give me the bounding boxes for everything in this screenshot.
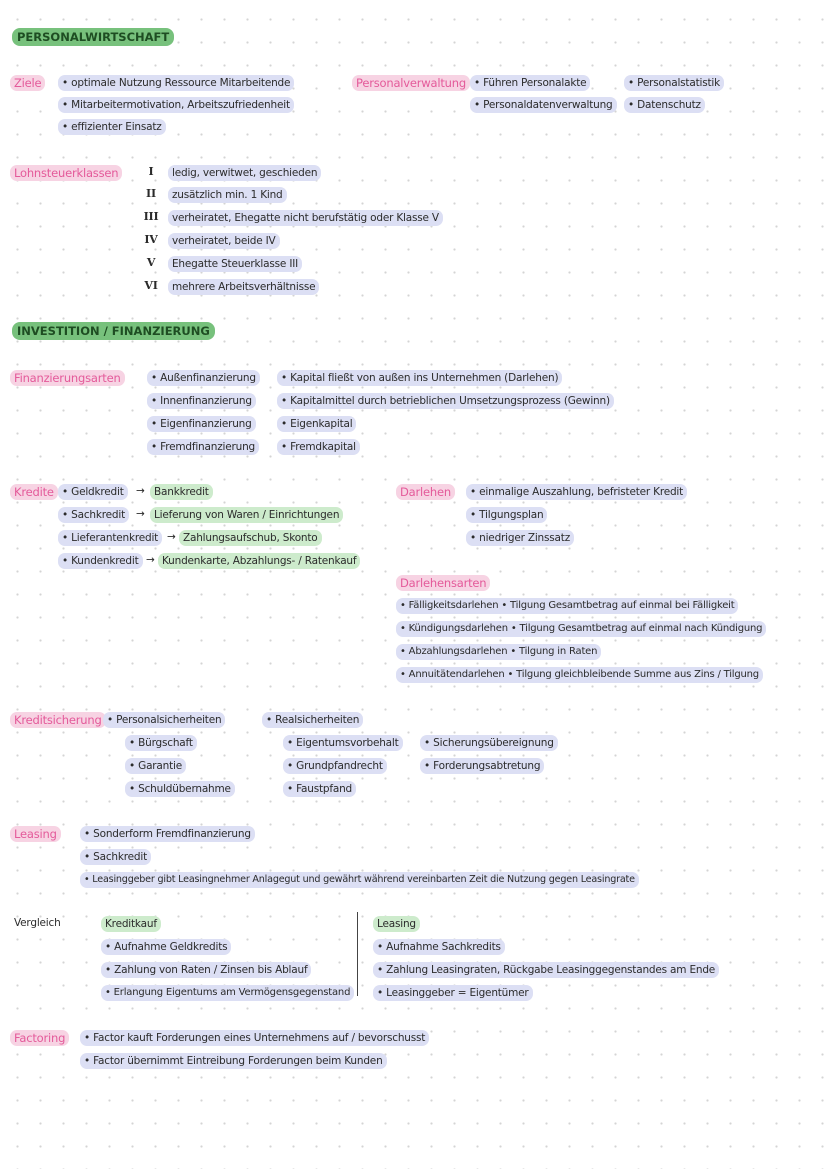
class-number-4: IV [144,233,158,246]
kredit-name-2: • Sachkredit [58,507,129,523]
kreditkauf-item-1: • Aufnahme Geldkredits [101,939,231,955]
class-number-2: II [146,187,156,200]
arrow-icon: → [136,485,145,497]
finanzierung-desc-3: • Eigenkapital [277,416,356,432]
realsicherheiten-head: • Realsicherheiten [262,712,363,728]
class-number-3: III [143,210,159,223]
class-number-1: I [148,165,154,178]
finanzierung-type-1: • Außenfinanzierung [147,370,260,386]
lohnsteuerklassen-label: Lohnsteuerklassen [10,165,122,181]
arrow-icon: → [167,531,176,543]
personalverwaltung-item-1: • Führen Personalakte [470,75,590,91]
leasing-item-2: • Sachkredit [80,849,151,865]
darlehensart-1: • Fälligkeitsdarlehen • Tilgung Gesamtbetrag auf einmal bei Fälligkeit [396,598,738,614]
factoring-item-2: • Factor übernimmt Eintreibung Forderungen beim Kunden [80,1053,387,1069]
factoring-item-1: • Factor kauft Forderungen eines Unternehmens auf / bevorschusst [80,1030,429,1046]
class-text-1: ledig, verwitwet, geschieden [168,165,321,181]
darlehen-item-1: • einmalige Auszahlung, befristeter Kredit [466,484,687,500]
personalsicherheit-3: • Schuldübernahme [125,781,235,797]
kreditkauf-item-2: • Zahlung von Raten / Zinsen bis Ablauf [101,962,311,978]
section-title-personalwirtschaft: PERSONALWIRTSCHAFT [12,28,174,46]
leasing-item-3: • Leasinggeber gibt Leasingnehmer Anlagegut und gewährt während vereinbarten Zeit die Nutzung gegen Leasingrate [80,872,639,888]
darlehen-item-2: • Tilgungsplan [466,507,547,523]
factoring-label: Factoring [10,1030,69,1046]
leasing-compare-item-3: • Leasinggeber = Eigentümer [373,985,533,1001]
finanzierung-desc-2: • Kapitalmittel durch betrieblichen Umsetzungsprozess (Gewinn) [277,393,614,409]
arrow-icon: → [136,508,145,520]
finanzierung-type-3: • Eigenfinanzierung [147,416,256,432]
personalverwaltung-label: Personalverwaltung [352,75,470,91]
realsicherheit-4: • Sicherungsübereignung [420,735,558,751]
class-text-3: verheiratet, Ehegatte nicht berufstätig oder Klasse V [168,210,443,226]
comparison-divider [357,912,358,996]
personalsicherheiten-head: • Personalsicherheiten [103,712,225,728]
kreditkauf-head: Kreditkauf [101,916,161,932]
kredite-label: Kredite [10,484,58,500]
leasing-compare-head: Leasing [373,916,420,932]
kredit-name-4: • Kundenkredit [58,553,143,569]
personalsicherheit-2: • Garantie [125,758,186,774]
class-text-5: Ehegatte Steuerklasse III [168,256,302,272]
ziele-item-3: • effizienter Einsatz [58,119,166,135]
kreditkauf-item-3: • Erlangung Eigentums am Vermögensgegenstand [101,985,354,1001]
leasing-item-1: • Sonderform Fremdfinanzierung [80,826,255,842]
realsicherheit-5: • Forderungsabtretung [420,758,544,774]
darlehensart-4: • Annuitätendarlehen • Tilgung gleichbleibende Summe aus Zins / Tilgung [396,667,763,683]
realsicherheit-2: • Grundpfandrecht [283,758,387,774]
personalverwaltung-item-3: • Personalstatistik [624,75,724,91]
arrow-icon: → [146,554,155,566]
leasing-compare-item-1: • Aufnahme Sachkredits [373,939,505,955]
leasing-compare-item-2: • Zahlung Leasingraten, Rückgabe Leasinggegenstandes am Ende [373,962,719,978]
personalverwaltung-item-4: • Datenschutz [624,97,705,113]
kredit-name-3: • Lieferantenkredit [58,530,162,546]
realsicherheit-1: • Eigentumsvorbehalt [283,735,403,751]
class-text-4: verheiratet, beide IV [168,233,280,249]
class-number-5: V [146,256,156,269]
class-number-6: VI [144,279,158,292]
vergleich-label: Vergleich [14,917,61,929]
finanzierung-desc-4: • Fremdkapital [277,439,360,455]
darlehen-label: Darlehen [396,484,455,500]
ziele-item-1: • optimale Nutzung Ressource Mitarbeitende [58,75,294,91]
personalsicherheit-1: • Bürgschaft [125,735,197,751]
finanzierungsarten-label: Finanzierungsarten [10,370,125,386]
personalverwaltung-item-2: • Personaldatenverwaltung [470,97,617,113]
darlehensart-3: • Abzahlungsdarlehen • Tilgung in Raten [396,644,601,660]
leasing-label: Leasing [10,826,61,842]
darlehensarten-label: Darlehensarten [396,575,490,591]
kreditsicherung-label: Kreditsicherung [10,712,106,728]
class-text-2: zusätzlich min. 1 Kind [168,187,287,203]
kredit-name-1: • Geldkredit [58,484,128,500]
ziele-item-2: • Mitarbeitermotivation, Arbeitszufriedenheit [58,97,294,113]
darlehen-item-3: • niedriger Zinssatz [466,530,574,546]
kredit-desc-2: Lieferung von Waren / Einrichtungen [150,507,343,523]
kredit-desc-1: Bankkredit [150,484,213,500]
finanzierung-type-4: • Fremdfinanzierung [147,439,259,455]
darlehensart-2: • Kündigungsdarlehen • Tilgung Gesamtbetrag auf einmal nach Kündigung [396,621,766,637]
realsicherheit-3: • Faustpfand [283,781,356,797]
kredit-desc-3: Zahlungsaufschub, Skonto [179,530,322,546]
finanzierung-desc-1: • Kapital fließt von außen ins Unternehmen (Darlehen) [277,370,562,386]
class-text-6: mehrere Arbeitsverhältnisse [168,279,319,295]
section-title-investition: INVESTITION / FINANZIERUNG [12,322,215,340]
finanzierung-type-2: • Innenfinanzierung [147,393,256,409]
kredit-desc-4: Kundenkarte, Abzahlungs- / Ratenkauf [158,553,360,569]
ziele-label: Ziele [10,75,45,91]
